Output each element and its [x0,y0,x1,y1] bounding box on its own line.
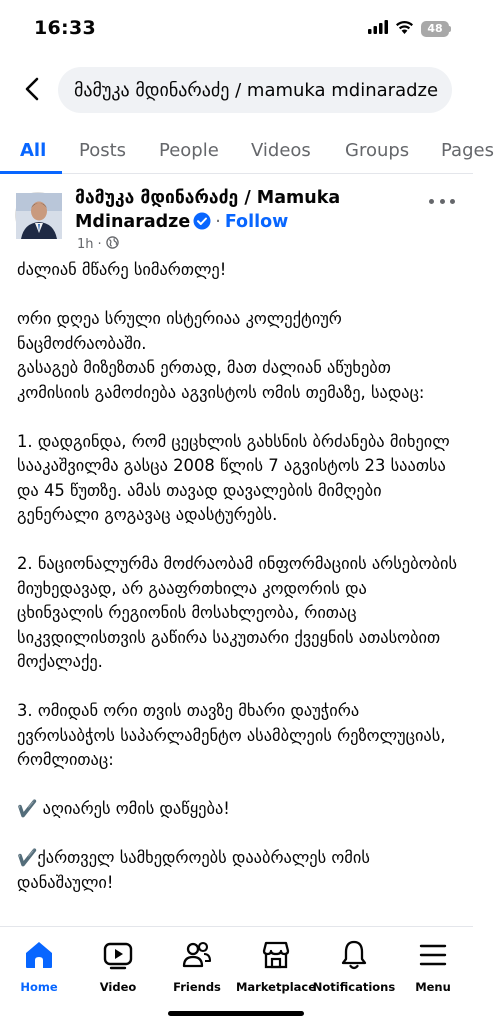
more-dot-icon [450,199,455,204]
back-button[interactable] [16,72,48,106]
nav-video[interactable] [75,937,161,994]
bell-icon [336,937,372,973]
globe-icon [106,236,119,253]
nav-friends[interactable] [154,937,240,994]
meta-separator-dot: · [97,237,102,252]
post-paragraph: 2. ნაციონალურმა მოძრაობამ ინფორმაციის არსებობის მიუხედავად, არ გააფრთხილა კოდორის და ცხინვალის რეგიონის მოსახლეობა, რითაც სიკვდილისთვის გაწირა საკუთარი ქვეყნის ათასობით მოქალაქე. [17,554,463,671]
nav-menu[interactable] [390,937,476,994]
nav-marketplace[interactable] [233,937,319,994]
search-filter-tabs [0,130,494,174]
chevron-left-icon [25,77,39,101]
home-icon [21,937,57,973]
search-header [0,62,473,118]
active-tab-indicator [0,171,62,174]
battery-level: 48 [421,21,449,37]
home-indicator [168,1011,304,1016]
nav-marketplace-label: Marketplace [235,980,317,994]
separator-dot: · [215,212,221,232]
post-paragraph: ✔️ აღიარეს ომის დაწყება! [17,799,230,818]
author-avatar[interactable] [15,192,61,238]
more-options-button[interactable] [429,194,455,208]
verified-badge-icon [193,212,211,237]
status-icons [368,19,451,38]
friends-icon [179,937,215,973]
author-name[interactable] [75,186,395,237]
tab-posts[interactable]: Posts [79,140,127,161]
post-body [17,258,463,926]
search-query: მამუკა მდინარაძე / mamuka mdinaradze [74,79,439,101]
author-name-line2: Mdinaradze [75,212,191,232]
author-name-line1: მამუკა მდინარაძე / Mamuka [75,188,341,208]
tab-videos[interactable]: Videos [251,140,311,161]
post-paragraph: 1. დადგინდა, რომ ცეცხლის გახსნის ბრძანება მიხეილ სააკაშვილმა გასცა 2008 წლის 7 აგვისტოს 23 საათსა და 45 წუთზე. ამას თავად დავალების მიმღები გენერალი გოგავაც ადასტურებს. [17,431,455,524]
more-dot-icon [440,199,445,204]
nav-home-label: Home [20,980,58,994]
video-icon [100,937,136,973]
nav-notifications-label: Notifications [312,980,396,994]
more-dot-icon [429,199,434,204]
post-time: 1h [77,237,94,252]
marketplace-icon [258,937,294,973]
post-paragraph: ორი დღეა სრული ისტერიაა კოლექტიურ ნაცმოძრაობაში. გასაგებ მიზეზთან ერთად, მათ ძალიან აწუხებთ კომისიის გამოძიება აგვისტოს ომის თემაზე, სადაც: [17,309,425,402]
follow-button[interactable]: Follow [224,212,289,232]
wifi-icon [395,19,414,38]
status-bar [0,0,473,58]
nav-menu-label: Menu [415,980,451,994]
tab-groups[interactable]: Groups [345,140,410,161]
post-paragraph: 3. ომიდან ორი თვის თავზე მხარი დაუჭირა ევროსაბჭოს საპარლამენტო ასამბლეის რეზოლუციას, რომლითაც: [17,701,451,769]
search-input[interactable] [58,67,452,113]
nav-home[interactable] [0,937,82,994]
menu-icon [415,937,451,973]
cellular-signal-icon [368,19,388,38]
nav-video-label: Video [99,980,137,994]
post-meta [77,236,119,253]
bottom-navigation [0,926,473,1024]
tab-people[interactable]: People [159,140,219,161]
post-paragraph: ძალიან მწარე სიმართლე! [17,260,227,279]
post-header [0,184,473,256]
nav-notifications[interactable] [311,937,397,994]
status-time: 16:33 [34,17,96,39]
tab-all[interactable]: All [20,140,47,161]
post-paragraph: ✔️ქართველ სამხედროებს დააბრალეს ომის დანაშაული! [17,848,376,892]
nav-friends-label: Friends [173,980,221,994]
battery-icon [421,21,451,37]
tab-pages[interactable]: Pages [441,140,494,161]
